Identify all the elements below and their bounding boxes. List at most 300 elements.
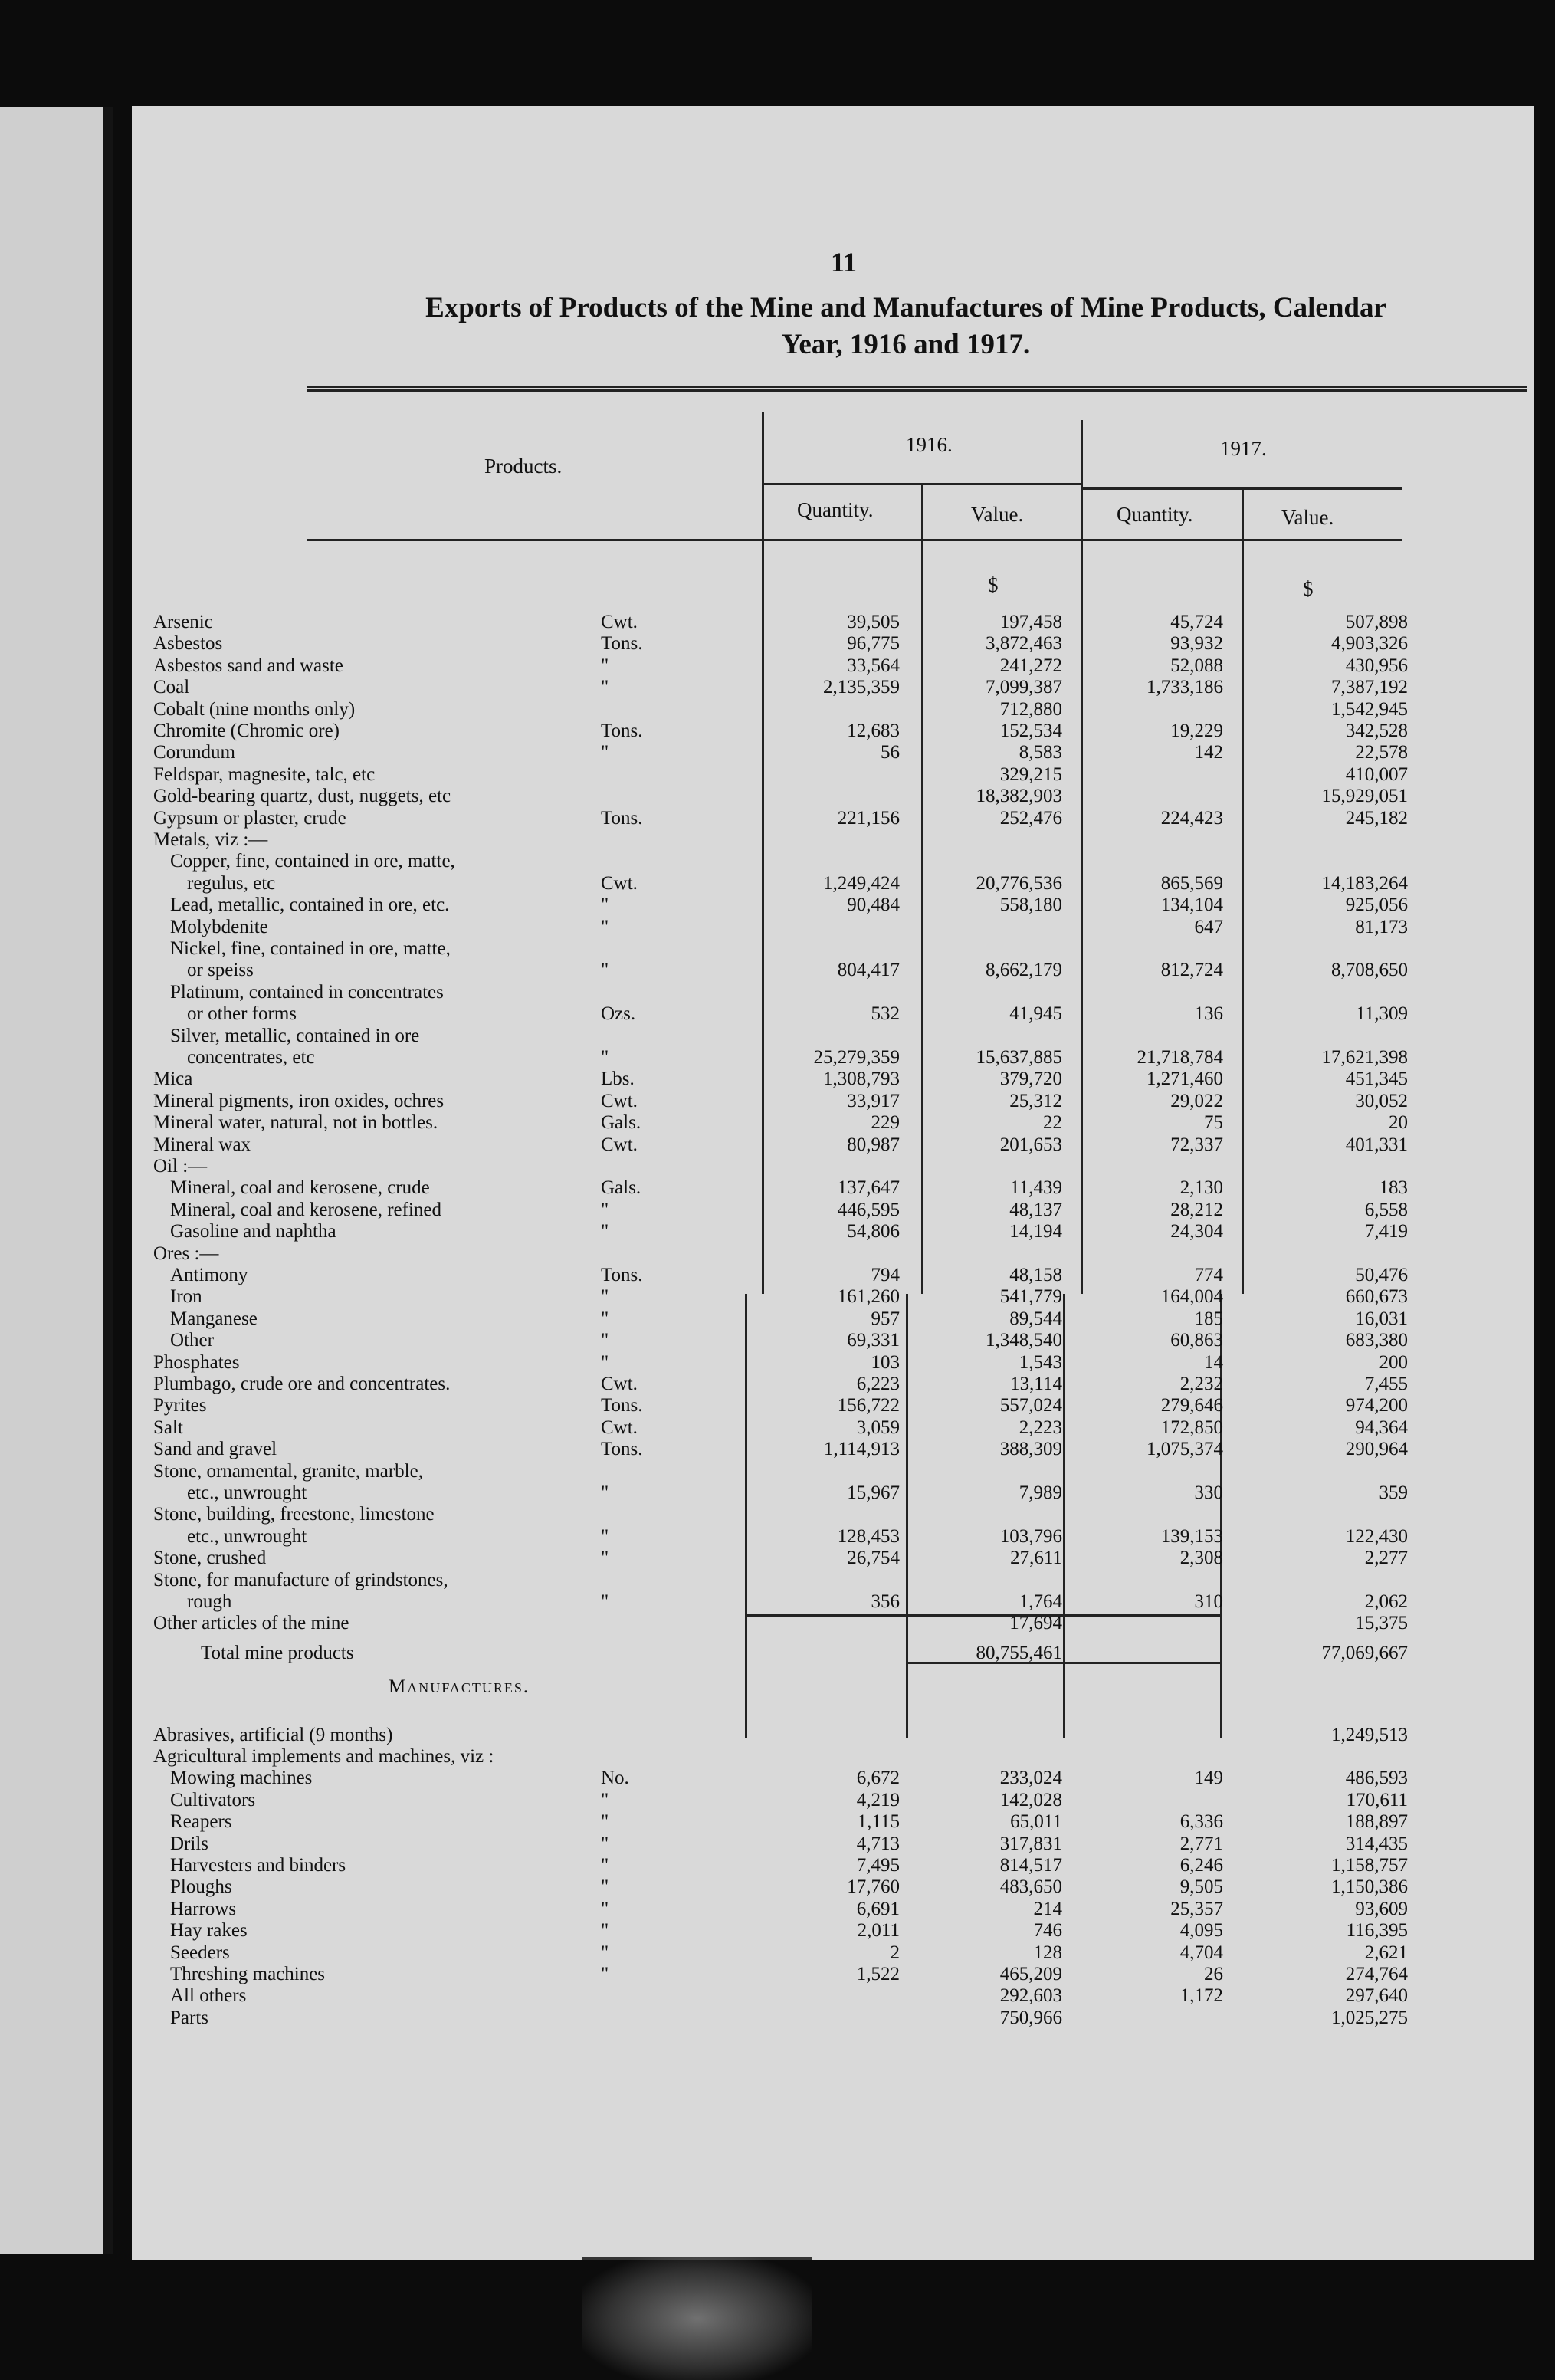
value-1916: 483,650 — [999, 1876, 1062, 1898]
product-label: Oil :— — [153, 1156, 208, 1177]
unit-label: " — [601, 1942, 609, 1963]
mine-product-row — [132, 1395, 1534, 1417]
product-label: Arsenic — [153, 612, 213, 632]
manufacture-row — [132, 1725, 1534, 1746]
product-label: Agricultural implements and machines, viz : — [153, 1746, 494, 1767]
product-label: Manganese — [170, 1308, 258, 1329]
value-1917: 974,200 — [1345, 1395, 1408, 1417]
quantity-1917: 6,246 — [1179, 1855, 1223, 1876]
value-1916: 20,776,536 — [976, 872, 1062, 894]
quantity-1917: 6,336 — [1179, 1811, 1223, 1833]
unit-label: Gals. — [601, 1112, 641, 1134]
product-label: Seeders — [170, 1942, 230, 1963]
quantity-1917: 134,104 — [1160, 895, 1223, 916]
product-label: Mineral pigments, iron oxides, ochres — [153, 1090, 445, 1111]
quantity-1916: 4,713 — [856, 1833, 900, 1854]
mine-product-row — [132, 917, 1534, 938]
mine-product-row — [132, 764, 1534, 786]
mine-product-row — [132, 612, 1534, 633]
page-number: 11 — [831, 247, 858, 277]
unit-label: " — [601, 895, 609, 916]
mine-product-row — [132, 1069, 1534, 1090]
product-label: Copper, fine, contained in ore, matte, — [170, 851, 455, 872]
mine-product-row — [132, 1177, 1534, 1199]
manufacture-row — [132, 1811, 1534, 1833]
product-label: Ploughs — [170, 1876, 232, 1898]
unit-label: Tons. — [601, 1439, 643, 1460]
manufactures-heading: Manufactures. — [389, 1676, 530, 1698]
mine-product-row — [132, 1570, 1534, 1591]
total-row — [132, 1643, 1534, 1664]
mine-product-row — [132, 1026, 1534, 1047]
quantity-1916: 1,308,793 — [823, 1069, 900, 1090]
product-label: Coal — [153, 677, 190, 698]
value-1917: 245,182 — [1345, 807, 1408, 829]
quantity-1916: 54,806 — [847, 1221, 900, 1243]
quantity-1916: 2,011 — [857, 1920, 900, 1942]
quantity-1916: 532 — [871, 1003, 900, 1025]
unit-label: " — [601, 1482, 609, 1503]
product-label: Harrows — [170, 1898, 237, 1919]
value-1917: 342,528 — [1345, 721, 1408, 741]
product-label: Asbestos — [153, 633, 223, 655]
product-label: Hay rakes — [170, 1920, 248, 1942]
quantity-1917: 2,771 — [1179, 1833, 1223, 1854]
value-1916: 465,209 — [999, 1964, 1062, 1984]
value-1917: 1,542,945 — [1331, 698, 1408, 720]
manufacture-row — [132, 1899, 1534, 1920]
value-1916: 252,476 — [999, 807, 1062, 829]
mine-product-row — [132, 1374, 1534, 1395]
value-1916: 241,272 — [999, 655, 1062, 676]
quantity-1917: 330 — [1194, 1482, 1223, 1503]
quantity-1916: 446,595 — [837, 1199, 900, 1220]
value-1917: 30,052 — [1355, 1090, 1408, 1111]
product-label: Corundum — [153, 742, 235, 763]
total-value-1916: 80,755,461 — [976, 1642, 1062, 1663]
quantity-1916: 56 — [881, 742, 900, 763]
manufacture-row — [132, 1768, 1534, 1789]
value-1916: 1,764 — [1019, 1591, 1062, 1612]
quantity-1916: 2,135,359 — [823, 677, 900, 698]
mine-product-row — [132, 895, 1534, 916]
quantity-1916: 69,331 — [847, 1330, 900, 1351]
quantity-1916: 1,114,913 — [823, 1439, 900, 1460]
mine-product-row — [132, 1613, 1534, 1634]
unit-label: " — [601, 1221, 609, 1243]
manufacture-row — [132, 1790, 1534, 1811]
value-1916: 233,024 — [999, 1768, 1062, 1789]
quantity-1917: 93,932 — [1170, 633, 1223, 655]
value-1916: 142,028 — [999, 1789, 1062, 1810]
quantity-1917: 75 — [1204, 1112, 1223, 1134]
product-label: Stone, for manufacture of grindstones, — [153, 1569, 448, 1590]
unit-label: No. — [601, 1768, 629, 1789]
value-1917: 925,056 — [1345, 895, 1408, 916]
unit-label: " — [601, 1199, 609, 1220]
value-1917: 274,764 — [1345, 1964, 1408, 1984]
value-1916: 379,720 — [999, 1069, 1062, 1090]
unit-label: Cwt. — [601, 1417, 638, 1438]
quantity-1916: 4,219 — [856, 1789, 900, 1810]
mine-product-row — [132, 742, 1534, 763]
header-value-1916: Value. — [971, 503, 1024, 526]
total-label: Total mine products — [201, 1642, 354, 1663]
value-1917: 93,609 — [1355, 1898, 1408, 1919]
header-value-1917: Value. — [1281, 506, 1334, 529]
unit-label: Cwt. — [601, 1374, 638, 1394]
total-value-1917: 77,069,667 — [1321, 1642, 1408, 1663]
value-1917: 17,621,398 — [1321, 1047, 1408, 1068]
quantity-1916: 1,249,424 — [823, 872, 900, 894]
product-label: Chromite (Chromic ore) — [153, 721, 340, 741]
product-label: regulus, etc — [187, 872, 276, 894]
value-1916: 22 — [1043, 1112, 1062, 1134]
quantity-1916: 804,417 — [837, 960, 900, 981]
product-label: Antimony — [170, 1265, 248, 1285]
product-label: Drils — [170, 1833, 208, 1854]
quantity-1916: 221,156 — [837, 807, 900, 829]
value-1917: 451,345 — [1345, 1069, 1408, 1090]
value-1916: 712,880 — [999, 698, 1062, 720]
unit-label: " — [601, 960, 609, 981]
mine-product-row — [132, 1417, 1534, 1439]
quantity-1917: 2,232 — [1179, 1374, 1223, 1394]
unit-label: " — [601, 1920, 609, 1942]
value-1917: 683,380 — [1345, 1330, 1408, 1351]
product-label: or other forms — [187, 1003, 297, 1025]
quantity-1917: 136 — [1194, 1003, 1223, 1025]
product-label: Iron — [170, 1286, 202, 1308]
product-label: Feldspar, magnesite, talc, etc — [153, 763, 376, 785]
value-1917: 2,062 — [1364, 1591, 1408, 1612]
product-label: Threshing machines — [170, 1964, 326, 1984]
value-1916: 48,137 — [1009, 1199, 1062, 1220]
quantity-1917: 224,423 — [1160, 807, 1223, 829]
value-1916: 292,603 — [999, 1985, 1062, 2007]
product-label: Mica — [153, 1069, 193, 1090]
product-label: concentrates, etc — [187, 1047, 315, 1068]
value-1917: 50,476 — [1355, 1265, 1408, 1285]
mine-product-row — [132, 1591, 1534, 1613]
value-1917: 7,419 — [1364, 1221, 1408, 1243]
quantity-1917: 1,271,460 — [1147, 1069, 1223, 1090]
unit-label: " — [601, 1525, 609, 1547]
product-label: Mineral, coal and kerosene, crude — [170, 1177, 430, 1199]
product-label: Silver, metallic, contained in ore — [170, 1025, 420, 1046]
value-1916: 1,543 — [1019, 1351, 1062, 1373]
value-1916: 103,796 — [999, 1525, 1062, 1547]
quantity-1917: 4,704 — [1179, 1942, 1223, 1963]
mine-product-row — [132, 1352, 1534, 1374]
unit-label: " — [601, 1047, 609, 1068]
value-1917: 22,578 — [1355, 742, 1408, 763]
value-1916: 1,348,540 — [986, 1330, 1062, 1351]
product-label: Lead, metallic, contained in ore, etc. — [170, 895, 450, 916]
quantity-1917: 149 — [1194, 1768, 1223, 1789]
value-1916: 7,099,387 — [986, 677, 1062, 698]
manufacture-row — [132, 1833, 1534, 1855]
product-label: Mineral wax — [153, 1134, 251, 1155]
unit-label: Tons. — [601, 1265, 643, 1285]
unit-label: " — [601, 1286, 609, 1308]
mine-product-row — [132, 1265, 1534, 1286]
value-1917: 183 — [1379, 1177, 1408, 1199]
unit-label: " — [601, 916, 609, 937]
quantity-1917: 1,733,186 — [1147, 677, 1223, 698]
mine-product-row — [132, 633, 1534, 655]
value-1916: 128 — [1033, 1942, 1062, 1963]
quantity-1917: 812,724 — [1160, 960, 1223, 981]
quantity-1916: 33,564 — [847, 655, 900, 676]
product-label: Mineral water, natural, not in bottles. — [153, 1112, 438, 1134]
value-1916: 388,309 — [999, 1439, 1062, 1460]
manufacture-row — [132, 1746, 1534, 1768]
value-1917: 359 — [1379, 1482, 1408, 1503]
unit-label: " — [601, 677, 609, 698]
quantity-1916: 156,722 — [837, 1395, 900, 1417]
manufacture-row — [132, 1855, 1534, 1876]
unit-label: " — [601, 1591, 609, 1612]
product-label: All others — [170, 1985, 247, 2007]
value-1917: 1,158,757 — [1331, 1855, 1408, 1876]
value-1917: 410,007 — [1345, 763, 1408, 785]
quantity-1917: 865,569 — [1160, 872, 1223, 894]
product-label: Asbestos sand and waste — [153, 655, 343, 676]
product-label: Mineral, coal and kerosene, refined — [170, 1199, 442, 1220]
quantity-1916: 229 — [871, 1112, 900, 1134]
value-1916: 152,534 — [999, 721, 1062, 741]
quantity-1917: 2,130 — [1179, 1177, 1223, 1199]
product-label: etc., unwrought — [187, 1525, 307, 1547]
quantity-1917: 279,646 — [1160, 1395, 1223, 1417]
value-1917: 4,903,326 — [1331, 633, 1408, 655]
unit-label: " — [601, 1789, 609, 1810]
title-line-2: Year, 1916 and 1917. — [781, 329, 1031, 360]
value-1917: 7,387,192 — [1331, 677, 1408, 698]
product-label: Abrasives, artificial (9 months) — [153, 1724, 393, 1745]
manufacture-row — [132, 1964, 1534, 1985]
mine-product-row — [132, 938, 1534, 960]
quantity-1917: 9,505 — [1179, 1876, 1223, 1898]
quantity-1917: 774 — [1194, 1265, 1223, 1285]
unit-label: " — [601, 1330, 609, 1351]
value-1917: 6,558 — [1364, 1199, 1408, 1220]
value-1916: 329,215 — [999, 763, 1062, 785]
quantity-1916: 356 — [871, 1591, 900, 1612]
value-1916: 18,382,903 — [976, 786, 1062, 807]
quantity-1916: 7,495 — [856, 1855, 900, 1876]
value-1916: 2,223 — [1019, 1417, 1062, 1438]
quantity-1917: 19,229 — [1170, 721, 1223, 741]
value-1917: 94,364 — [1355, 1417, 1408, 1438]
quantity-1917: 164,004 — [1160, 1286, 1223, 1308]
product-label: Stone, building, freestone, limestone — [153, 1504, 435, 1525]
quantity-1917: 29,022 — [1170, 1090, 1223, 1111]
value-1917: 1,150,386 — [1331, 1876, 1408, 1898]
value-1916: 27,611 — [1010, 1548, 1062, 1569]
value-1917: 660,673 — [1345, 1286, 1408, 1308]
dollar-sign-1917: $ — [1303, 577, 1314, 600]
quantity-1916: 26,754 — [847, 1548, 900, 1569]
unit-label: Gals. — [601, 1177, 641, 1199]
unit-label: " — [601, 1855, 609, 1876]
value-1917: 486,593 — [1345, 1768, 1408, 1789]
unit-label: Cwt. — [601, 872, 638, 894]
manufacture-row — [132, 1876, 1534, 1898]
value-1917: 2,621 — [1364, 1942, 1408, 1963]
value-1916: 48,158 — [1009, 1265, 1062, 1285]
mine-product-row — [132, 1243, 1534, 1265]
quantity-1917: 647 — [1194, 916, 1223, 937]
value-1917: 290,964 — [1345, 1439, 1408, 1460]
mine-product-row — [132, 1112, 1534, 1134]
value-1917: 7,455 — [1364, 1374, 1408, 1394]
value-1916: 317,831 — [999, 1833, 1062, 1854]
mine-product-row — [132, 1526, 1534, 1548]
value-1917: 15,929,051 — [1321, 786, 1408, 807]
quantity-1916: 3,059 — [856, 1417, 900, 1438]
manufacture-row — [132, 2007, 1534, 2029]
product-label: Gasoline and naphtha — [170, 1221, 336, 1243]
value-1916: 746 — [1033, 1920, 1062, 1942]
product-label: or speiss — [187, 960, 254, 981]
value-1917: 401,331 — [1345, 1134, 1408, 1155]
header-products: Products. — [484, 455, 563, 478]
value-1916: 14,194 — [1009, 1221, 1062, 1243]
value-1917: 122,430 — [1345, 1525, 1408, 1547]
mine-product-row — [132, 873, 1534, 895]
mine-product-row — [132, 786, 1534, 807]
quantity-1916: 6,691 — [856, 1898, 900, 1919]
value-1916: 8,583 — [1019, 742, 1062, 763]
mine-product-row — [132, 1504, 1534, 1525]
unit-label: " — [601, 1898, 609, 1919]
product-label: rough — [187, 1591, 232, 1612]
mine-product-row — [132, 721, 1534, 742]
value-1916: 17,694 — [1009, 1613, 1062, 1634]
quantity-1916: 794 — [871, 1265, 900, 1285]
unit-label: Lbs. — [601, 1069, 635, 1090]
quantity-1917: 72,337 — [1170, 1134, 1223, 1155]
product-label: Platinum, contained in concentrates — [170, 981, 444, 1003]
value-1917: 430,956 — [1345, 655, 1408, 676]
product-label: Gold-bearing quartz, dust, nuggets, etc — [153, 786, 451, 807]
value-1916: 558,180 — [999, 895, 1062, 916]
header-quantity-1917: Quantity. — [1117, 503, 1193, 526]
product-label: Harvesters and binders — [170, 1855, 346, 1876]
product-label: Gypsum or plaster, crude — [153, 807, 346, 829]
unit-label: Cwt. — [601, 1134, 638, 1155]
value-1916: 7,989 — [1019, 1482, 1062, 1503]
mine-product-row — [132, 960, 1534, 981]
value-1916: 15,637,885 — [976, 1047, 1062, 1068]
quantity-1916: 1,115 — [857, 1811, 900, 1833]
unit-label: Tons. — [601, 633, 643, 655]
mine-product-row — [132, 677, 1534, 698]
product-label: Mowing machines — [170, 1768, 313, 1789]
mine-product-row — [132, 1286, 1534, 1308]
mine-product-row — [132, 1548, 1534, 1569]
value-1916: 8,662,179 — [986, 960, 1062, 981]
value-1916: 814,517 — [999, 1855, 1062, 1876]
quantity-1916: 2 — [890, 1942, 900, 1963]
quantity-1917: 1,075,374 — [1147, 1439, 1223, 1460]
value-1916: 41,945 — [1009, 1003, 1062, 1025]
manufacture-row — [132, 1920, 1534, 1942]
quantity-1916: 6,223 — [856, 1374, 900, 1394]
unit-label: Ozs. — [601, 1003, 636, 1025]
quantity-1917: 185 — [1194, 1308, 1223, 1329]
value-1917: 15,375 — [1355, 1613, 1408, 1634]
value-1917: 8,708,650 — [1331, 960, 1408, 981]
quantity-1917: 1,172 — [1179, 1985, 1223, 2007]
mine-product-row — [132, 1308, 1534, 1330]
value-1917: 20 — [1389, 1112, 1408, 1134]
product-label: Other articles of the mine — [153, 1613, 349, 1634]
exports-table — [132, 106, 1534, 2260]
mine-product-row — [132, 1482, 1534, 1504]
product-label: Cobalt (nine months only) — [153, 698, 356, 720]
mine-product-row — [132, 982, 1534, 1003]
mine-product-row — [132, 655, 1534, 677]
quantity-1916: 39,505 — [847, 612, 900, 632]
mine-product-row — [132, 1439, 1534, 1460]
unit-label: Tons. — [601, 1395, 643, 1417]
quantity-1917: 139,153 — [1160, 1525, 1223, 1547]
unit-label: Cwt. — [601, 612, 638, 632]
dollar-sign-1916: $ — [988, 573, 999, 596]
value-1916: 541,779 — [999, 1286, 1062, 1308]
unit-label: " — [601, 1876, 609, 1898]
scan-artifact — [582, 2257, 812, 2380]
quantity-1916: 12,683 — [847, 721, 900, 741]
unit-label: " — [601, 655, 609, 676]
quantity-1916: 96,775 — [847, 633, 900, 655]
quantity-1917: 52,088 — [1170, 655, 1223, 676]
value-1916: 197,458 — [999, 612, 1062, 632]
product-label: Other — [170, 1330, 214, 1351]
value-1917: 1,025,275 — [1331, 2007, 1408, 2028]
manufacture-row — [132, 1985, 1534, 2007]
quantity-1916: 33,917 — [847, 1090, 900, 1111]
mine-product-row — [132, 1221, 1534, 1243]
quantity-1917: 172,850 — [1160, 1417, 1223, 1438]
value-1917: 170,611 — [1346, 1789, 1408, 1810]
value-1916: 13,114 — [1010, 1374, 1062, 1394]
quantity-1916: 25,279,359 — [813, 1047, 900, 1068]
mine-product-row — [132, 1003, 1534, 1025]
quantity-1916: 128,453 — [837, 1525, 900, 1547]
mine-product-row — [132, 1461, 1534, 1482]
unit-label: " — [601, 1833, 609, 1854]
product-label: Stone, crushed — [153, 1548, 267, 1569]
unit-label: " — [601, 1811, 609, 1833]
header-1916: 1916. — [906, 433, 953, 456]
mine-product-row — [132, 1200, 1534, 1221]
unit-label: " — [601, 742, 609, 763]
product-label: Metals, viz :— — [153, 829, 268, 850]
product-label: Salt — [153, 1417, 183, 1438]
value-1916: 11,439 — [1010, 1177, 1062, 1199]
quantity-1917: 4,095 — [1179, 1920, 1223, 1942]
value-1916: 65,011 — [1010, 1811, 1062, 1833]
product-label: etc., unwrought — [187, 1482, 307, 1503]
unit-label: Tons. — [601, 807, 643, 829]
value-1917: 188,897 — [1345, 1811, 1408, 1833]
product-label: Ores :— — [153, 1243, 219, 1264]
quantity-1916: 103 — [871, 1351, 900, 1373]
